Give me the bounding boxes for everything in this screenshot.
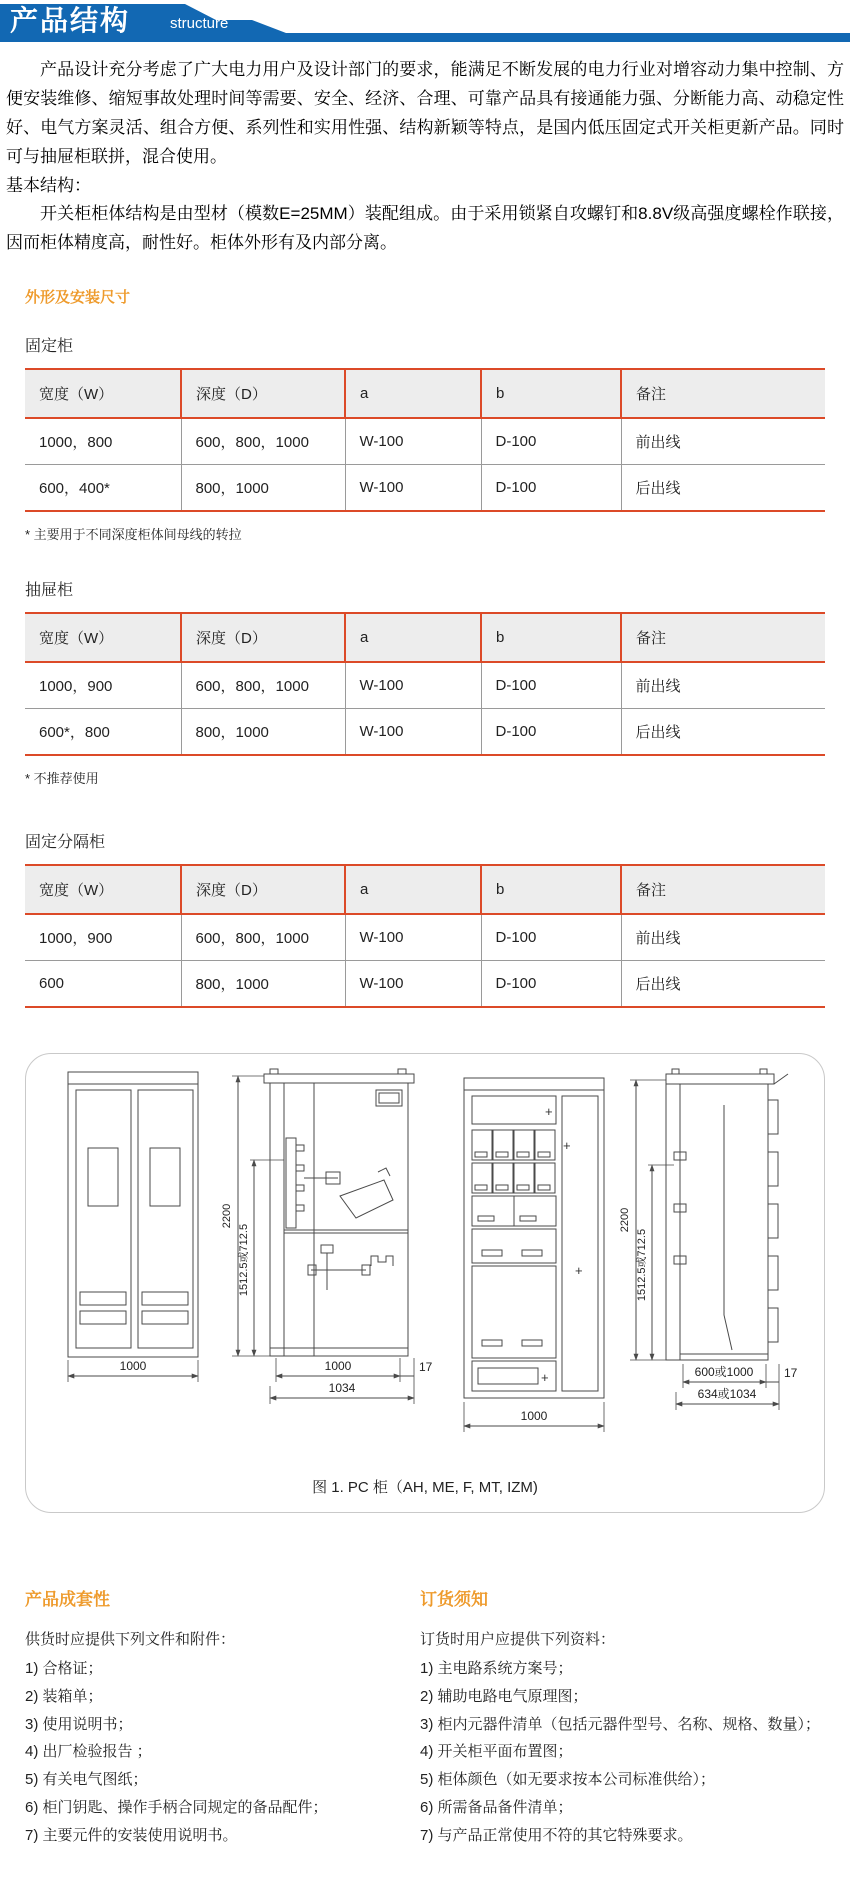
table-row (25, 709, 825, 756)
table-cell: D-100 (481, 418, 621, 465)
completeness-heading: 产品成套性 (25, 1590, 110, 1610)
table-cell: 前出线 (621, 914, 825, 961)
table-cell: D-100 (481, 914, 621, 961)
ordering-list (420, 1655, 825, 1849)
page-header-banner (0, 0, 850, 46)
basic-structure-label: 基本结构： (6, 175, 91, 195)
table-cell: W-100 (345, 961, 481, 1008)
drawer-cabinet-footnote: * 不推荐使用 (25, 771, 99, 787)
side-section-drawing (221, 1069, 433, 1404)
plus-mark: + (541, 1370, 549, 1386)
table-header-cell: a (345, 613, 481, 662)
table-header-cell: a (345, 865, 481, 914)
table-header-cell: 深度（D） (181, 369, 345, 418)
front-view-drawing (68, 1072, 198, 1382)
list-item: 1) 合格证； (25, 1660, 103, 1678)
main-content (0, 286, 850, 1513)
figure-caption: 图 1. PC 柜（AH, ME, F, MT, IZM) (312, 1479, 538, 1497)
table-cell: D-100 (481, 709, 621, 756)
table-header-cell: 备注 (621, 613, 825, 662)
table-cell: 600，800，1000 (181, 914, 345, 961)
drawer-cabinet-table (25, 612, 825, 756)
list-item: 2) 辅助电路电气原理图； (420, 1687, 588, 1705)
table-cell: D-100 (481, 465, 621, 512)
table-header-cell: a (345, 369, 481, 418)
list-item: 5) 柜体颜色（如无要求按本公司标准供给）； (420, 1771, 716, 1789)
page-title: 产品结构 (10, 5, 131, 36)
plus-mark: + (575, 1263, 583, 1279)
intro-section (0, 46, 850, 258)
list-item: 7) 与产品正常使用不符的其它特殊要求。 (420, 1826, 693, 1844)
dim-label-side-plinth: 17 (419, 1360, 433, 1375)
list-item: 1) 主电路系统方案号； (420, 1660, 573, 1678)
table-cell: 600*，800 (25, 709, 181, 756)
table-cell: 600，800，1000 (181, 662, 345, 709)
table-header-cell: 深度（D） (181, 613, 345, 662)
table-cell: 800，1000 (181, 709, 345, 756)
table-row (25, 662, 825, 709)
list-item: 4) 出厂检验报告 ； (25, 1743, 152, 1761)
table-cell: 800，1000 (181, 961, 345, 1008)
bottom-sections (0, 1585, 850, 1879)
table-cell: 1000，900 (25, 914, 181, 961)
list-item: 3) 使用说明书； (25, 1715, 133, 1733)
completeness-list (25, 1655, 420, 1849)
list-item: 6) 柜门钥匙、操作手柄合同规定的备品配件； (25, 1798, 328, 1816)
table-cell: 前出线 (621, 662, 825, 709)
figure-panel (25, 1053, 825, 1513)
table-cell: 后出线 (621, 709, 825, 756)
table-header-cell: 宽度（W） (25, 369, 181, 418)
table-cell: 后出线 (621, 465, 825, 512)
table-header-cell: 备注 (621, 369, 825, 418)
dim-label-rear-plinth: 17 (784, 1366, 798, 1381)
plus-mark: + (563, 1138, 571, 1154)
dim-label-side-partial-height: 1512.5或712.5 (238, 1224, 250, 1297)
table-cell: W-100 (345, 914, 481, 961)
dim-label-side-width-outer: 1034 (328, 1381, 356, 1396)
drawer-cabinet-table-title: 抽屉柜 (25, 582, 74, 600)
fixed-cabinet-table (25, 368, 825, 512)
list-item: 7) 主要元件的安装使用说明书。 (25, 1826, 238, 1844)
table-row (25, 961, 825, 1008)
ordering-heading: 订货须知 (420, 1590, 488, 1610)
table-cell: 1000，800 (25, 418, 181, 465)
table-cell: 600 (25, 961, 181, 1008)
dimensions-section-heading: 外形及安装尺寸 (25, 289, 131, 307)
table-cell: 后出线 (621, 961, 825, 1008)
page-subtitle: structure (170, 15, 229, 32)
dim-label-rear-partial-height: 1512.5或712.5 (636, 1229, 648, 1302)
dim-label-drawer-front-width: 1000 (520, 1409, 548, 1424)
dim-label-side-height: 2200 (221, 1203, 233, 1229)
table-cell: D-100 (481, 662, 621, 709)
list-item: 6) 所需备品备件清单； (420, 1798, 573, 1816)
dim-label-rear-width-inner: 600或1000 (694, 1365, 754, 1380)
table-cell: 600，400* (25, 465, 181, 512)
table-cell: W-100 (345, 418, 481, 465)
table-cell: 600，800，1000 (181, 418, 345, 465)
list-item: 2) 装箱单； (25, 1687, 103, 1705)
table-header-row (25, 369, 825, 418)
completeness-intro: 供货时应提供下列文件和附件： (25, 1631, 236, 1649)
fixed-cabinet-table-title: 固定柜 (25, 338, 74, 356)
dim-label-rear-width-outer: 634或1034 (697, 1387, 757, 1402)
dim-label-side-width-inner: 1000 (324, 1359, 352, 1374)
list-item: 4) 开关柜平面布置图； (420, 1743, 573, 1761)
table-header-row (25, 613, 825, 662)
table-row (25, 914, 825, 961)
fixed-cabinet-footnote: * 主要用于不同深度柜体间母线的转拉 (25, 527, 242, 543)
table-cell: 前出线 (621, 418, 825, 465)
rear-view-drawing (619, 1069, 798, 1410)
table-header-cell: 深度（D） (181, 865, 345, 914)
table-header-cell: b (481, 613, 621, 662)
table-row (25, 465, 825, 512)
dim-label-front-width: 1000 (119, 1359, 147, 1374)
table-cell: W-100 (345, 709, 481, 756)
table-cell: 1000，900 (25, 662, 181, 709)
drawer-front-drawing (464, 1078, 604, 1432)
table-cell: W-100 (345, 465, 481, 512)
ordering-intro: 订货时用户应提供下列资料： (420, 1631, 616, 1649)
partition-cabinet-table-title: 固定分隔柜 (25, 834, 106, 852)
intro-paragraph-1: 产品设计充分考虑了广大电力用户及设计部门的要求，能满足不断发展的电力行业对增容动力集中控制、方便安装维修、缩短事故处理时间等需要、安全、经济、合理、可靠产品具有接通能力强、分断能力高、动稳定性好、电气方案灵活、组合方便、系列性和实用性强、结构新颖等特点，是国内低压固定式开关柜更新产品。同时可与抽屉柜联拼，混合使用。 (6, 60, 844, 166)
table-header-cell: 宽度（W） (25, 865, 181, 914)
completeness-section (25, 1585, 420, 1849)
ordering-section (420, 1585, 825, 1849)
cabinet-drawings (26, 1060, 824, 1508)
table-cell: 800，1000 (181, 465, 345, 512)
table-header-cell: b (481, 865, 621, 914)
table-header-cell: 备注 (621, 865, 825, 914)
table-header-cell: 宽度（W） (25, 613, 181, 662)
table-header-row (25, 865, 825, 914)
list-item: 3) 柜内元器件清单（包括元器件型号、名称、规格、数量）； (420, 1715, 821, 1733)
table-row (25, 418, 825, 465)
intro-paragraph-2: 开关柜柜体结构是由型材（模数E=25MM）装配组成。由于采用锁紧自攻螺钉和8.8V级高强度螺栓作联接，因而柜体精度高，耐性好。柜体外形有及内部分离。 (6, 204, 844, 253)
table-cell: D-100 (481, 961, 621, 1008)
partition-cabinet-table (25, 864, 825, 1008)
dim-label-rear-height: 2200 (619, 1207, 631, 1233)
table-cell: W-100 (345, 662, 481, 709)
table-header-cell: b (481, 369, 621, 418)
list-item: 5) 有关电气图纸； (25, 1771, 148, 1789)
plus-mark: + (545, 1104, 553, 1120)
